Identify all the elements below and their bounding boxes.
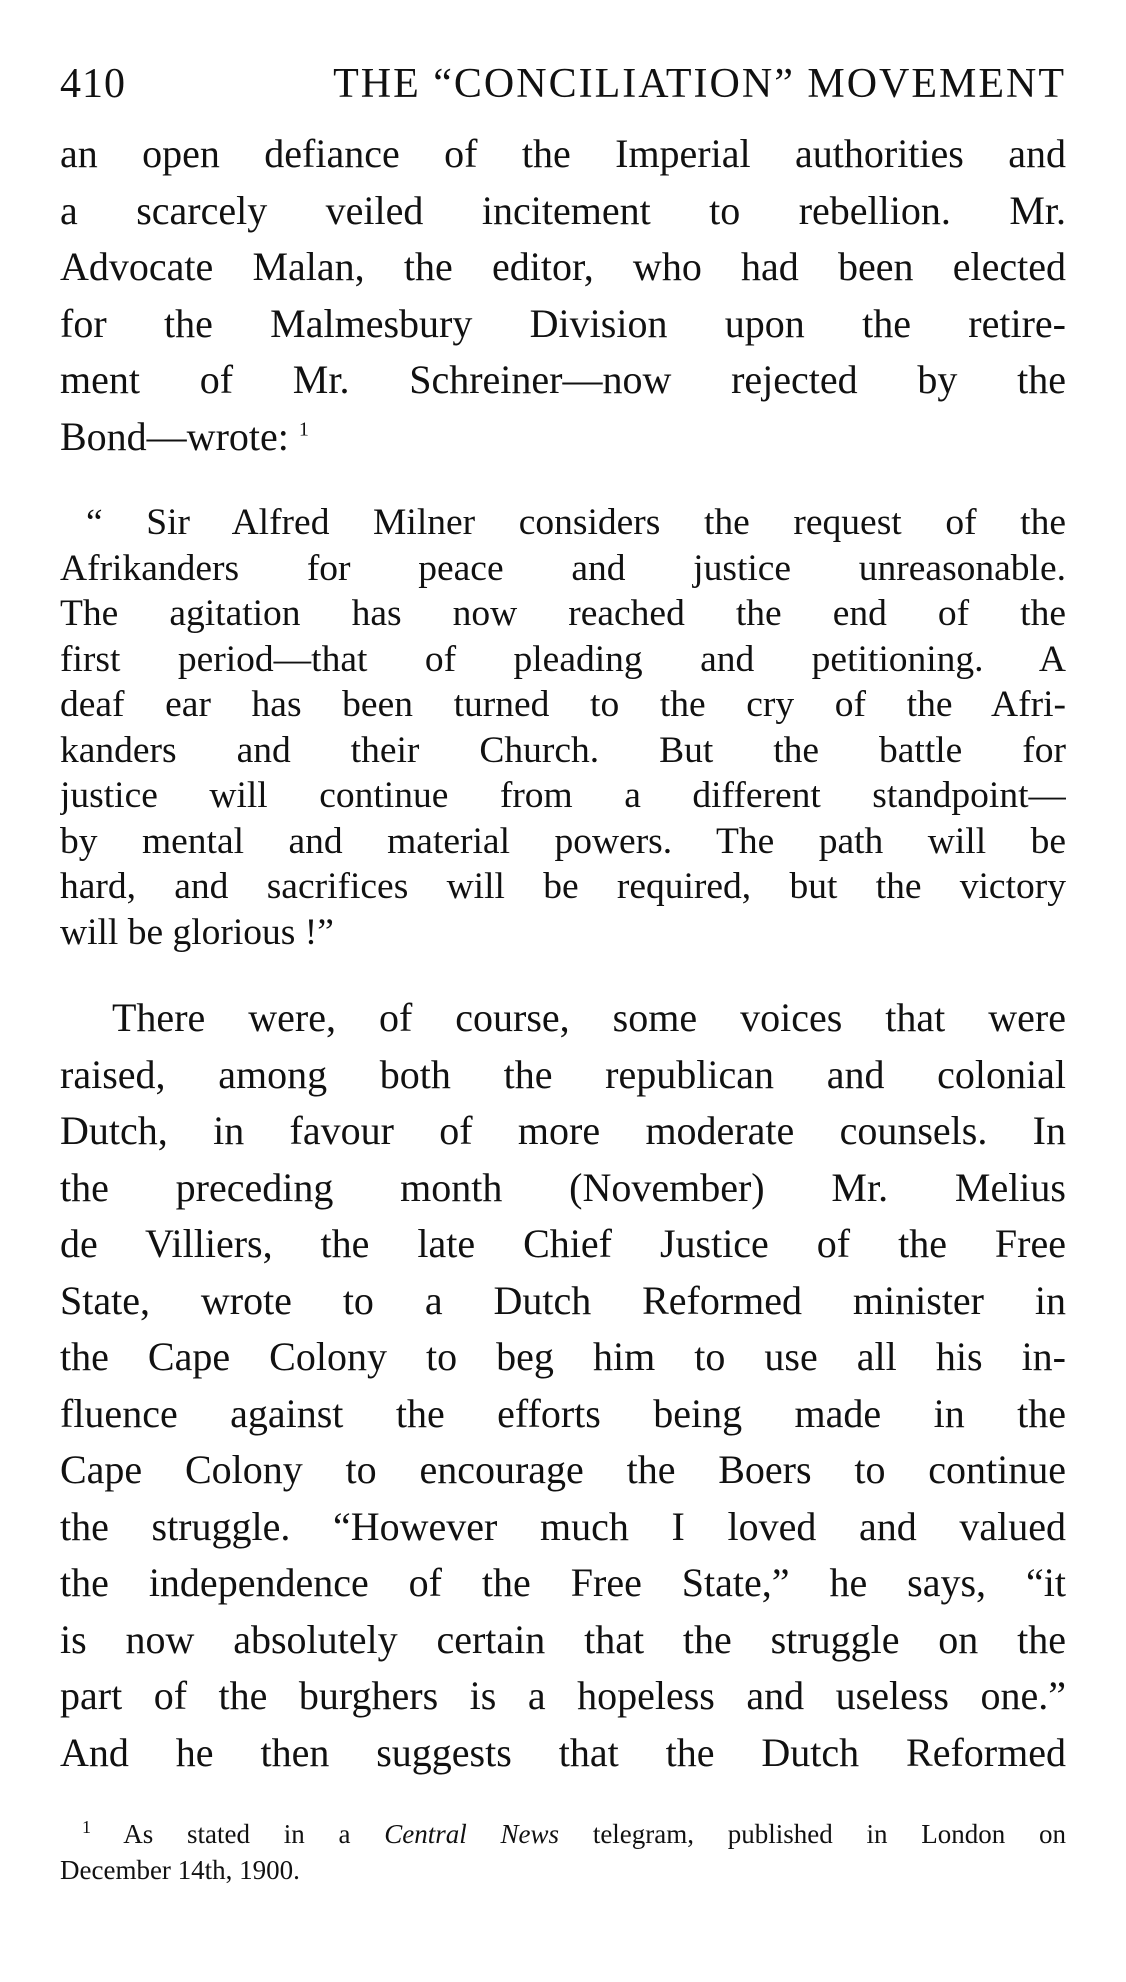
quote-line: The agitation has now reached the end of the (60, 593, 1066, 634)
quote-line: will be glorious !” (60, 911, 334, 953)
footnote-line: December 14th, 1900. (60, 1855, 300, 1885)
paragraph-intro (60, 126, 1066, 465)
running-title: THE “CONCILIATION” MOVEMENT (333, 61, 1066, 107)
text-line: Advocate Malan, the editor, who had been elected (60, 244, 1066, 289)
footnote (60, 1816, 1066, 1888)
text-line-with-footnote (60, 409, 1066, 466)
text-line: the preceding month (November) Mr. Melius (60, 1164, 1066, 1210)
text-line: raised, among both the republican and colonial (60, 1051, 1066, 1097)
quote-line: justice will continue from a different standpoint— (60, 775, 1066, 816)
quote-line: first period—that of pleading and petitioning. A (60, 638, 1066, 680)
text-line: Dutch, in favour of more moderate counsels. In (60, 1108, 1066, 1153)
text-line: Cape Colony to encourage the Boers to continue (60, 1447, 1066, 1492)
text-line: de Villiers, the late Chief Justice of the Free (60, 1221, 1066, 1266)
text-line: And he then suggests that the Dutch Reformed (60, 1729, 1066, 1775)
quote-line: “ Sir Alfred Milner considers the request of the (86, 502, 1066, 543)
text-line: part of the burghers is a hopeless and useless one.” (60, 1673, 1066, 1718)
footnote-reference: 1 (298, 418, 309, 441)
page-header (60, 60, 1066, 108)
text-line: fluence against the efforts being made in the (60, 1390, 1066, 1436)
quote-line: Afrikanders for peace and justice unreasonable. (60, 547, 1066, 589)
text-line: is now absolutely certain that the struggle on the (60, 1616, 1066, 1662)
text-line: State, wrote to a Dutch Reformed minister in (60, 1277, 1066, 1323)
text-line: a scarcely veiled incitement to rebellion. Mr. (60, 187, 1066, 233)
footnote-line (60, 1816, 1066, 1852)
footnote-marker: 1 (82, 1817, 91, 1837)
quote-line: hard, and sacrifices will be required, but the victory (60, 866, 1066, 907)
quote-line: deaf ear has been turned to the cry of the Afri- (60, 684, 1066, 725)
footnote-source: Central News (384, 1819, 560, 1849)
footnote-text: As stated in a (123, 1819, 351, 1849)
text-line: the struggle. “However much I loved and valued (60, 1503, 1066, 1549)
paragraph-moderate-voices (60, 990, 1066, 1781)
text-line: ment of Mr. Schreiner—now rejected by the (60, 357, 1066, 402)
quote-line: kanders and their Church. But the battle for (60, 729, 1066, 771)
text-line: the independence of the Free State,” he says, “it (60, 1560, 1066, 1605)
text-line: an open defiance of the Imperial authorities and (60, 131, 1066, 176)
text-line: for the Malmesbury Division upon the retire- (60, 300, 1066, 346)
text-line: Bond—wrote: (60, 413, 289, 459)
page-number: 410 (60, 61, 126, 107)
block-quote (60, 500, 1066, 955)
footnote-text: telegram, published in London on (592, 1819, 1066, 1849)
text-line: There were, of course, some voices that were (112, 995, 1066, 1040)
text-line: the Cape Colony to beg him to use all his in- (60, 1334, 1066, 1379)
quote-line: by mental and material powers. The path will be (60, 820, 1066, 862)
book-page (60, 0, 1066, 1982)
